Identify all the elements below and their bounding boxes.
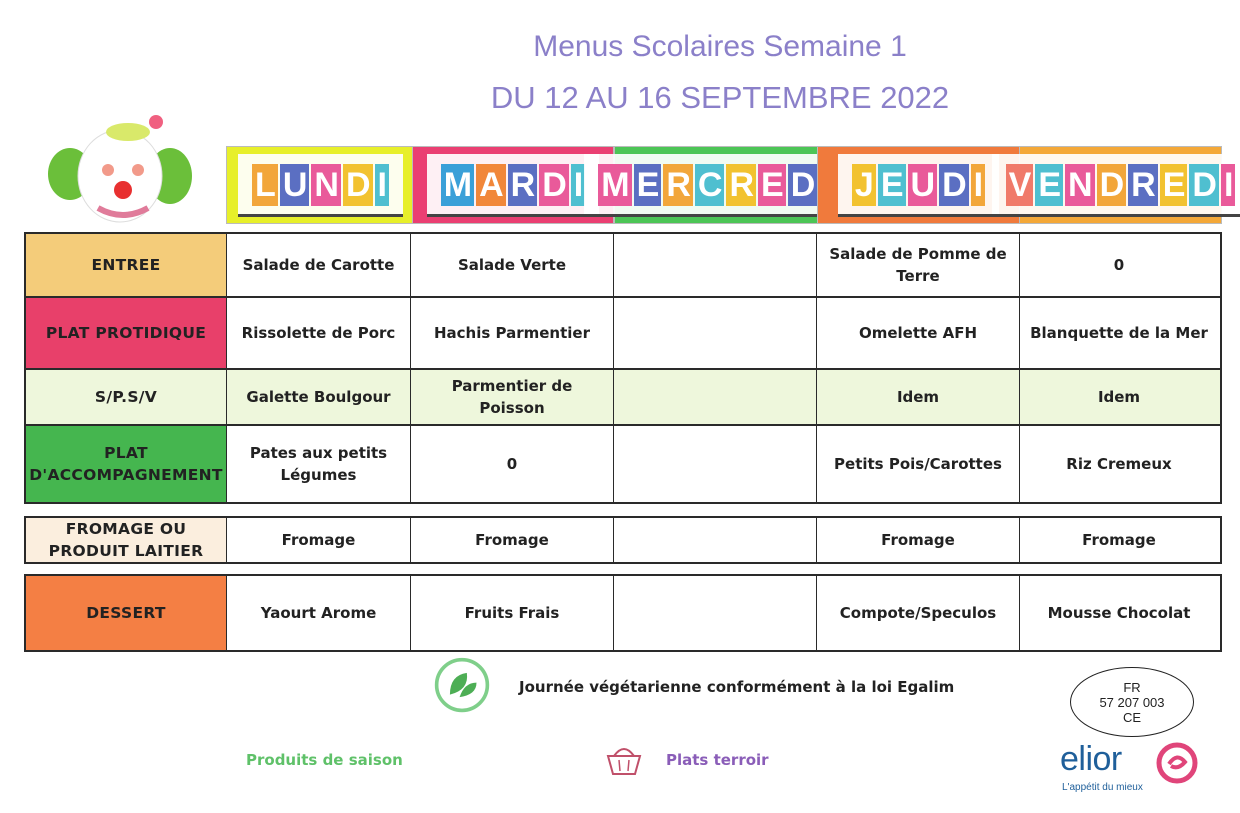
day-letter: D [1097,164,1127,206]
row-label-entree: ENTREE [26,234,227,296]
day-letter: E [634,164,662,206]
page-title: Menus Scolaires Semaine 1 [533,30,907,63]
day-letter: E [1160,164,1188,206]
day-header-vendredi [1008,146,1233,224]
vegetarian-note: Journée végétarienne conformément à la loi Egalim [519,678,955,696]
day-letter: L [252,164,278,206]
stamp-line: CE [1122,709,1142,725]
menu-cell [614,298,817,368]
menu-cell: Parmentier de Poisson [411,370,614,424]
vegetarian-leaf-icon [433,656,491,714]
brand-name: elior [1060,740,1122,778]
day-letter: E [758,164,786,206]
day-letter: E [1035,164,1063,206]
menu-cell: Salade de Pomme de Terre [817,234,1020,296]
menu-cell: Fromage [817,518,1020,562]
day-name [584,154,847,217]
menu-cell: Salade Verte [411,234,614,296]
menu-cell: Yaourt Arome [227,576,411,650]
row-label-dessert: DESSERT [26,576,227,650]
menu-cell: Fruits Frais [411,576,614,650]
row-label-plat-protidique: PLAT PROTIDIQUE [26,298,227,368]
day-letter: I [571,164,585,206]
day-letter: U [908,164,938,206]
day-header-lundi [226,146,415,224]
day-name [427,154,599,217]
menu-cell: Pates aux petits Légumes [227,426,411,502]
menu-cell: Riz Cremeux [1066,455,1172,473]
row-label-accompagnement: PLAT D'ACCOMPAGNEMENT [26,426,227,502]
menu-cell: Petits Pois/Carottes [817,426,1020,502]
menu-cell: Idem [817,370,1020,424]
day-letter: J [852,164,876,206]
menu-cell: Fromage [411,518,614,562]
menu-cell [614,426,817,502]
day-letter: N [311,164,341,206]
day-letter: I [1221,164,1235,206]
seasonal-products-label: Produits de saison [246,751,403,769]
day-letter: N [1065,164,1095,206]
day-name [238,154,403,217]
menu-cell: Fromage [227,518,411,562]
menu-cell: Compote/Speculos [817,576,1020,650]
day-letter: M [598,164,631,206]
menu-cell [614,518,817,562]
menu-cell [614,370,817,424]
brand-tagline: L'appétit du mieux [1062,782,1143,793]
row-plat-protidique [24,296,1222,370]
day-letter: R [663,164,693,206]
menu-cell: Salade de Carotte [227,234,411,296]
menu-cell: Rissolette de Porc [227,298,411,368]
row-entree [24,232,1222,298]
menu-cell: Blanquette de la Mer [1030,324,1208,342]
menu-cell: Omelette AFH [817,298,1020,368]
menu-cell: Galette Boulgour [227,370,411,424]
menu-cell: Mousse Chocolat [1047,604,1191,622]
row-label-spsv: S/P.S/V [26,370,227,424]
stamp-line: FR [1123,679,1141,695]
day-letter: R [726,164,756,206]
terroir-label: Plats terroir [666,751,769,769]
elior-swirl-icon [1156,742,1198,784]
clown-face-logo [46,112,196,227]
day-letter: D [539,164,569,206]
day-letter: A [476,164,506,206]
menu-cell: Idem [1097,388,1141,406]
row-dessert [24,574,1222,652]
day-name [838,154,999,217]
day-letter: M [441,164,474,206]
health-stamp [1070,667,1194,737]
day-letter: D [343,164,373,206]
day-letter: D [788,164,818,206]
day-header-mercredi [601,146,818,224]
day-name [992,154,1240,217]
day-letter: D [1189,164,1219,206]
day-letter: I [375,164,389,206]
row-spsv [24,368,1222,426]
menu-cell: 0 [411,426,614,502]
day-letter: V [1006,164,1034,206]
day-header-jeudi [817,146,1020,224]
day-letter: R [1128,164,1158,206]
basket-icon [604,742,644,778]
row-accompagnement [24,424,1222,504]
elior-logo [1058,740,1203,800]
day-letter: D [939,164,969,206]
row-fromage [24,516,1222,564]
menu-cell [614,576,817,650]
day-letter: C [695,164,725,206]
day-letter: R [508,164,538,206]
menu-cell: 0 [1113,256,1125,274]
day-letter: I [971,164,985,206]
menu-cell [614,234,817,296]
row-label-fromage: FROMAGE OU PRODUIT LAITIER [26,518,227,562]
menu-cell: Hachis Parmentier [411,298,614,368]
stamp-line: 57 207 003 [1099,694,1165,710]
menu-cell: Fromage [1082,531,1156,549]
day-letter: U [280,164,310,206]
day-letter: E [878,164,906,206]
page-subtitle: DU 12 AU 16 SEPTEMBRE 2022 [490,80,950,115]
